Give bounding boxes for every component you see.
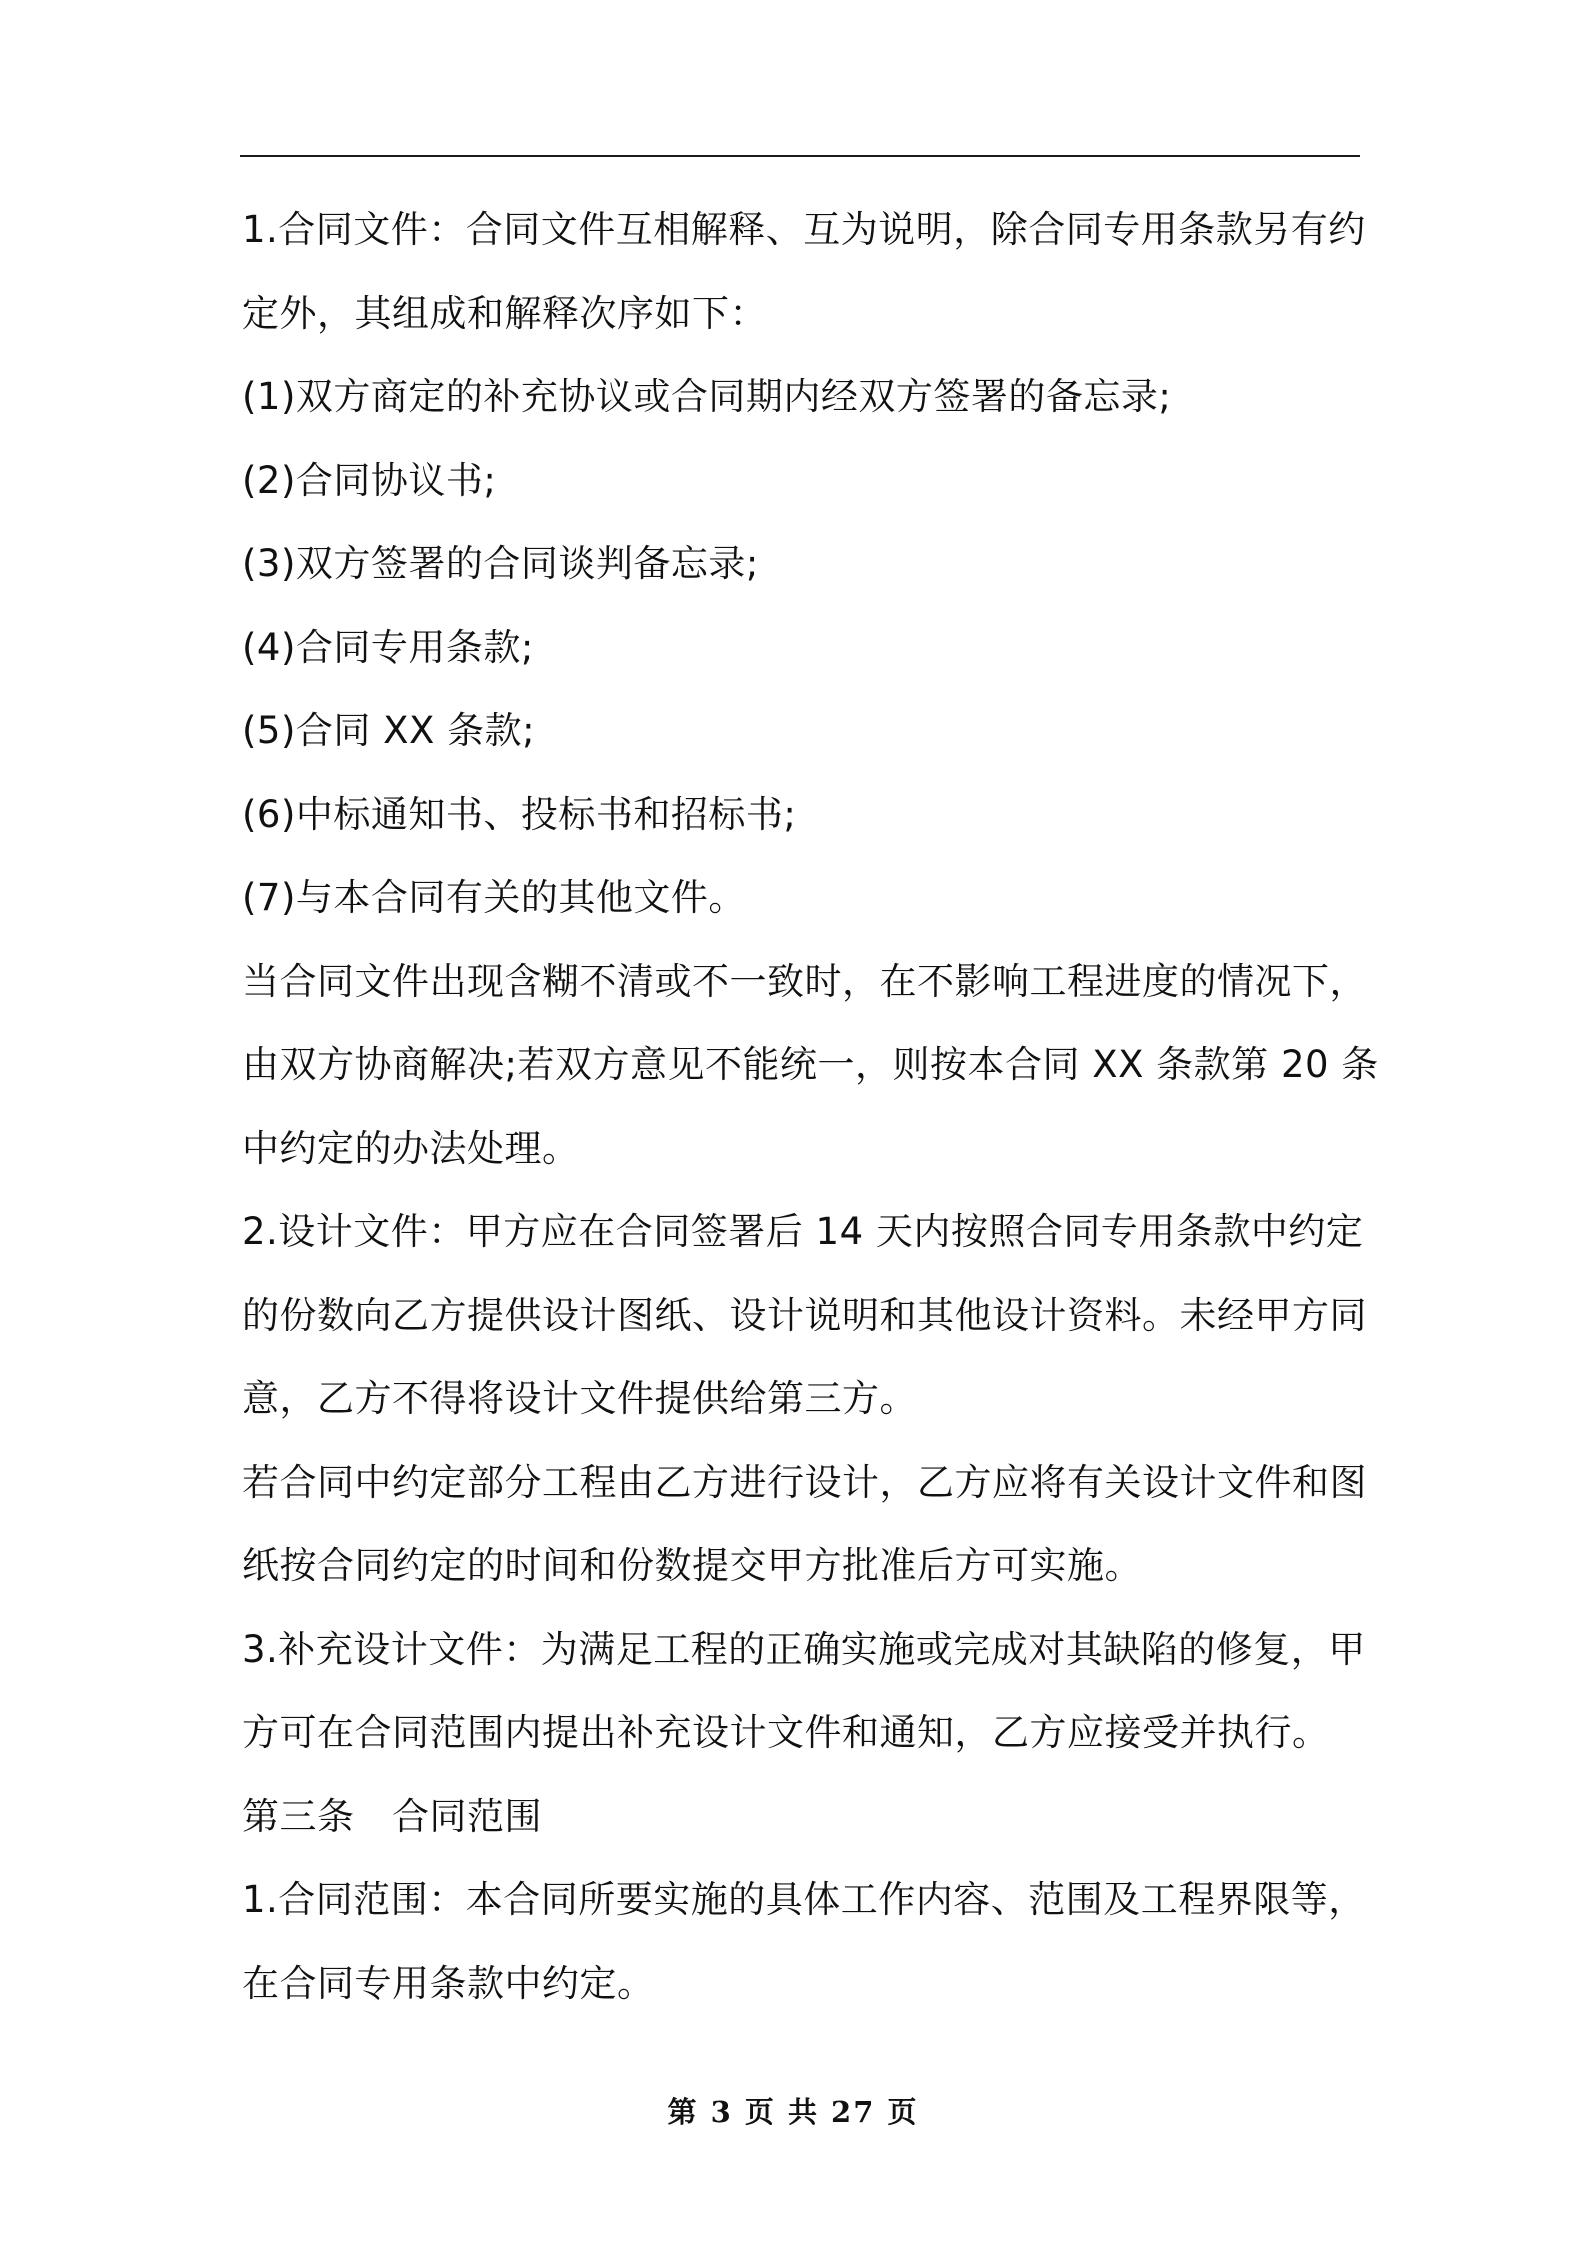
- text-line: 1.合同文件：合同文件互相解释、互为说明，除合同专用条款另有约: [242, 208, 1366, 251]
- text-line: 1.合同范围：本合同所要实施的具体工作内容、范围及工程界限等，: [242, 1878, 1366, 1921]
- text-line: 3.补充设计文件：为满足工程的正确实施或完成对其缺陷的修复，甲: [242, 1627, 1366, 1671]
- list-item: (2)合同协议书;: [242, 458, 497, 502]
- header-rule: [240, 155, 1360, 157]
- list-item: (3)双方签署的合同谈判备忘录;: [242, 542, 759, 585]
- list-item: (7)与本合同有关的其他文件。: [242, 876, 746, 919]
- page-number: 第 3 页 共 27 页: [667, 2095, 919, 2129]
- list-item: (5)合同 XX 条款;: [242, 709, 536, 752]
- list-item: (4)合同专用条款;: [242, 625, 534, 669]
- text-line: 纸按合同约定的时间和份数提交甲方批准后方可实施。: [242, 1544, 1142, 1587]
- text-line: 若合同中约定部分工程由乙方进行设计，乙方应将有关设计文件和图: [242, 1460, 1367, 1504]
- text-line: 由双方协商解决;若双方意见不能统一，则按本合同 XX 条款第 20 条: [242, 1043, 1379, 1086]
- document-body: [242, 188, 1379, 2025]
- text-line: 2.设计文件：甲方应在合同签署后 14 天内按照合同专用条款中约定: [242, 1210, 1364, 1253]
- text-line: 定外，其组成和解释次序如下：: [242, 291, 767, 335]
- text-line: 意，乙方不得将设计文件提供给第三方。: [242, 1377, 917, 1420]
- list-item: (1)双方商定的补充协议或合同期内经双方签署的备忘录;: [242, 375, 1172, 418]
- text-line: 方可在合同范围内提出补充设计文件和通知，乙方应接受并执行。: [242, 1711, 1330, 1754]
- text-line: 的份数向乙方提供设计图纸、设计说明和其他设计资料。未经甲方同: [242, 1293, 1367, 1337]
- list-item: (6)中标通知书、投标书和招标书;: [242, 792, 797, 836]
- text-line: 在合同专用条款中约定。: [242, 1961, 655, 2005]
- text-line: 当合同文件出现含糊不清或不一致时，在不影响工程进度的情况下，: [242, 959, 1367, 1003]
- text-line: 中约定的办法处理。: [242, 1126, 580, 1170]
- section-heading: 第三条 合同范围: [242, 1794, 542, 1838]
